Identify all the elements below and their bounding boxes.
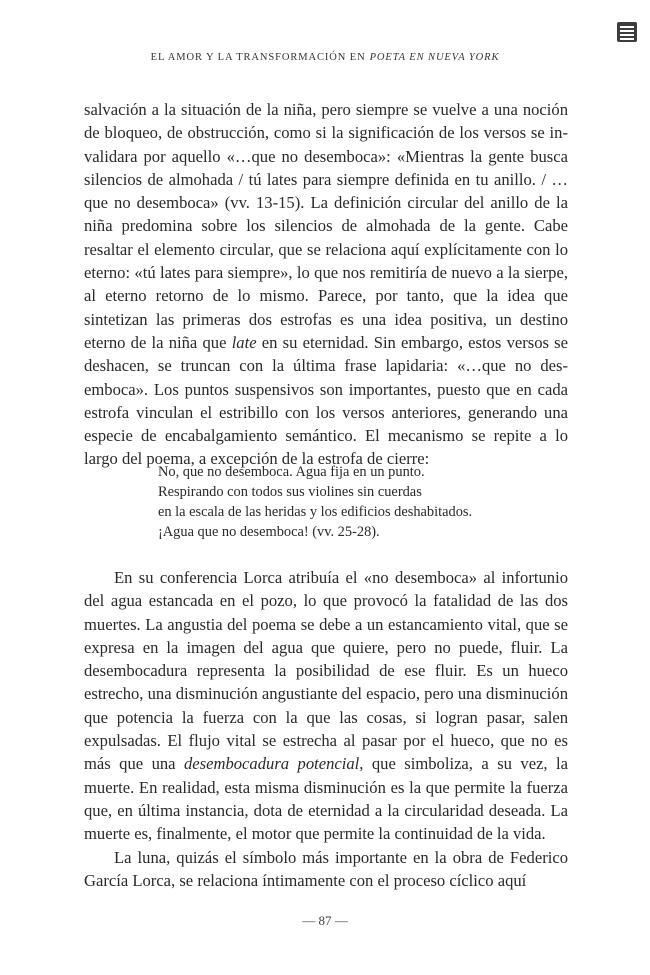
running-head bbox=[0, 52, 650, 63]
quote-line: en la escala de las heridas y los edificios deshabitados. bbox=[158, 504, 473, 520]
paragraph-3: La luna, quizás el símbolo más importante en la obra de Federico García Lorca, se relaciona íntimamente con el proceso cíclico aquí bbox=[84, 847, 568, 890]
quote-line: No, que no desemboca. Agua fija en un punto. bbox=[158, 464, 425, 480]
paragraph-1 bbox=[84, 98, 568, 471]
running-head-italic: POETA EN NUEVA YORK bbox=[369, 52, 500, 63]
paragraph-2-text-a: En su conferencia Lorca atribuía el «no desemboca» al infortunio del agua estancada en el pozo, lo que provocó la fatalidad de las dos muertes. La angustia del poema se debe a un estancamiento vital, que se expresa en la imagen del agua que quiere, pero no puede, fluir. La desembocadura representa la posibilidad de ese fluir. Es un hueco estrecho, una disminución angustiante del espacio, pero una disminución que potencia la fuerza con la que las cosas, si logran pasar, salen expulsadas. El flujo vital se estrecha al pasar por el hueco, que no es más que una bbox=[84, 568, 568, 774]
paragraph-2 bbox=[84, 566, 568, 846]
quote-line: ¡Agua que no desemboca! (vv. 25-28). bbox=[158, 524, 380, 540]
paragraph-2-block bbox=[84, 566, 568, 892]
quote-line: Respirando con todos sus violines sin cuerdas bbox=[158, 484, 422, 500]
hamburger-menu-icon[interactable] bbox=[617, 22, 637, 42]
running-head-text: EL AMOR Y LA TRANSFORMACIÓN EN bbox=[150, 52, 366, 63]
paragraph-2-text-b: , que simboliza, a su vez, la muerte. En realidad, esta misma disminución es la que permite la fuerza que, en última instancia, dota de eternidad a la circularidad deseada. La muerte es, finalmente, el motor que permite la continuidad de la vida. bbox=[84, 754, 568, 844]
paragraph-1-text-a: salvación a la situación de la niña, pero siempre se vuelve a una noción de bloqueo, de obstrucción, como si la significación de los versos se invalidara por aquello «…que no desemboca»: «Mientras la gente busca silencios de almohada / tú lates para siempre definida en tu anillo. / … que no desemboca» (vv. 13-15). La definición circular del anillo de la niña predomina sobre los silencios de almohada de la gente. Cabe resaltar el elemento circular, que se relaciona aquí explícitamente con lo eterno: «tú lates para siempre», lo que nos remitiría de nuevo a la sierpe, al eterno retorno de lo mismo. Parece, por tanto, que la idea que sintetizan las primeras dos estrofas es una idea positiva, un destino eterno de la niña que bbox=[84, 100, 568, 352]
poem-quote bbox=[158, 462, 558, 542]
paragraph-1-italic: late bbox=[231, 332, 257, 352]
page-number: — 87 — bbox=[302, 913, 348, 928]
paragraph-2-italic: desembocadura potencial bbox=[184, 754, 360, 774]
paragraph-1-text-b: en su eternidad. Sin embargo, estos versos se deshacen, se truncan con la última frase lapidaria: «…que no desemboca». Los puntos suspensivos son importantes, puesto que en cada estrofa vinculan el estribillo con los versos anteriores, generando una especie de encabalgamiento semántico. El mecanismo se repite a lo largo del poema, a excepción de la estrofa de cierre: bbox=[84, 332, 568, 469]
